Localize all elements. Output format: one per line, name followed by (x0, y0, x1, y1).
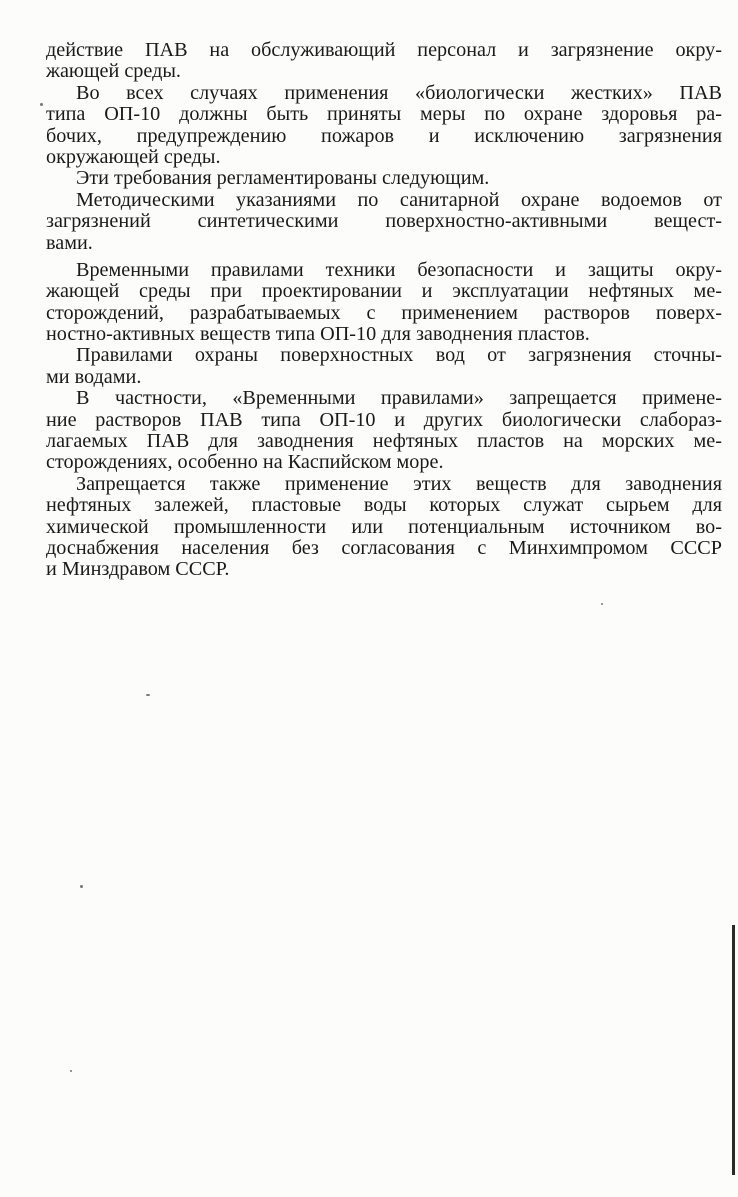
text-line: сторождениях, особенно на Каспийском море. (46, 451, 444, 474)
text-line: доснабжения населения без согласования с Минхимпромом СССР (46, 536, 722, 559)
paragraph-2 (46, 83, 722, 169)
paragraph-7 (46, 388, 722, 474)
scan-speck (146, 694, 150, 696)
text-line: ние растворов ПАВ типа ОП-10 и других биологически слабораз- (46, 408, 722, 431)
text-line: Методическими указаниями по санитарной охране водоемов от (76, 188, 722, 211)
text-line: загрязнений синтетическими поверхностно-активными вещест- (46, 210, 722, 233)
scan-speck (40, 103, 43, 106)
paragraph-8 (46, 474, 722, 581)
text-line: В частности, «Временными правилами» запрещается примене- (76, 387, 722, 410)
paragraph-4 (46, 190, 722, 254)
text-line: окружающей среды. (46, 145, 221, 168)
text-line: сторождений, разрабатываемых с применением растворов поверх- (46, 301, 722, 324)
text-line: нефтяных залежей, пластовые воды которых служат сырьем для (46, 494, 722, 517)
scan-speck (70, 1070, 72, 1072)
text-line: бочих, предупреждению пожаров и исключению загрязнения (46, 124, 722, 147)
text-line: лагаемых ПАВ для заводнения нефтяных пластов на морских ме- (46, 430, 722, 453)
text-line: Во всех случаях применения «биологически жестких» ПАВ (76, 81, 722, 104)
scan-speck (601, 603, 603, 605)
text-line: действие ПАВ на обслуживающий персонал и загрязнение окру- (46, 39, 722, 61)
text-line: типа ОП-10 должны быть приняты меры по охране здоровья ра- (46, 103, 722, 126)
text-line: Эти требования регламентированы следующим. (76, 167, 490, 190)
text-line: жающей среды. (46, 60, 181, 83)
scan-edge-line (732, 925, 735, 1175)
text-line: и Минздравом СССР. (46, 558, 230, 581)
text-line: Запрещается также применение этих веществ для заводнения (76, 472, 722, 495)
text-line: вами. (46, 231, 93, 254)
text-line: химической промышленности или потенциальным источником во- (46, 515, 722, 538)
paragraph-5 (46, 260, 722, 346)
text-line: ностно-активных веществ типа ОП-10 для заводнения пластов. (46, 323, 590, 346)
text-line: Временными правилами техники безопасности и защиты окру- (76, 258, 722, 281)
text-line: жающей среды при проектировании и эксплуатации нефтяных ме- (46, 280, 722, 303)
paragraph-1 (46, 40, 722, 83)
paragraph-6 (46, 345, 722, 388)
document-body (46, 40, 722, 581)
paragraph-3 (46, 168, 722, 189)
text-line: Правилами охраны поверхностных вод от загрязнения сточны- (76, 344, 722, 367)
scan-speck (80, 885, 83, 888)
text-line: ми водами. (46, 365, 142, 388)
